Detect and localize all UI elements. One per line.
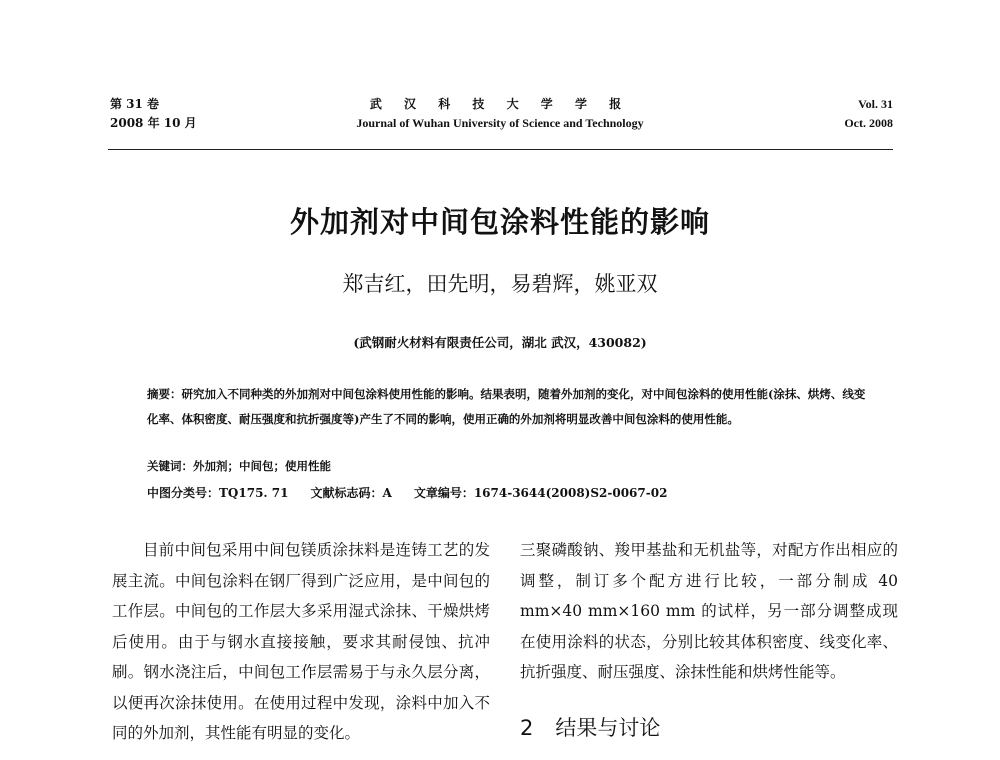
keywords xyxy=(147,458,331,474)
header-left xyxy=(110,95,197,133)
section-heading xyxy=(520,712,660,742)
article-number: 文章编号：1674-3644(2008)S2-0067-02 xyxy=(413,486,668,500)
section-number: 2 xyxy=(520,716,534,740)
document-code: 文献标志码：A xyxy=(310,486,392,500)
journal-title-cn: 武 汉 科 技 大 学 学 报 xyxy=(369,97,631,111)
header-right xyxy=(844,95,893,133)
body-column-left xyxy=(112,535,490,749)
body-paragraph-continued: 三聚磷酸钠、羧甲基盐和无机盐等，对配方作出相应的调整，制订多个配方进行比较，一部分制成 40 mm×40 mm×160 mm 的试样，另一部分调整成现在使用涂料的状态，分别比较其体积密度、线变化率、抗折强度、耐压强度、涂抹性能和烘烤性能等。 xyxy=(520,541,898,681)
header-rule xyxy=(108,149,893,150)
abstract xyxy=(147,382,867,432)
abstract-text: 研究加入不同种类的外加剂对中间包涂料使用性能的影响。结果表明，随着外加剂的变化，对中间包涂料的使用性能(涂抹、烘烤、线变化率、体积密度、耐压强度和抗折强度等)产生了不同的影响，使用正确的外加剂将明显改善中间包涂料的使用性能。 xyxy=(147,387,866,426)
journal-title-en: Journal of Wuhan University of Science and Technology xyxy=(356,116,644,130)
section-title: 结果与讨论 xyxy=(555,716,661,740)
header-center xyxy=(300,95,700,133)
classification-line xyxy=(147,484,689,501)
issue-date-cn: 2008 年 10 月 xyxy=(110,116,197,130)
volume-en: Vol. 31 xyxy=(858,97,893,111)
clc-number: 中图分类号：TQ175. 71 xyxy=(147,486,289,500)
volume-label: 第 31 卷 xyxy=(110,97,160,111)
body-column-right xyxy=(520,535,898,688)
keywords-text: 外加剂；中间包；使用性能 xyxy=(193,459,331,473)
affiliation: (武钢耐火材料有限责任公司，湖北 武汉，430082) xyxy=(353,335,647,350)
article-title: 外加剂对中间包涂料性能的影响 xyxy=(289,205,710,239)
issue-date-en: Oct. 2008 xyxy=(844,116,893,130)
abstract-label: 摘要： xyxy=(147,387,182,401)
author-list: 郑吉红，田先明，易碧辉，姚亚双 xyxy=(342,272,658,296)
keywords-label: 关键词： xyxy=(147,459,193,473)
body-paragraph: 目前中间包采用中间包镁质涂抹料是连铸工艺的发展主流。中间包涂料在钢厂得到广泛应用，是中间包的工作层。中间包的工作层大多采用湿式涂抹、干燥烘烤后使用。由于与钢水直接接触，要求其耐侵蚀、抗冲刷。钢水浇注后，中间包工作层需易于与永久层分离，以便再次涂抹使用。在使用过程中发现，涂料中加入不同的外加剂，其性能有明显的变化。 xyxy=(112,541,490,742)
